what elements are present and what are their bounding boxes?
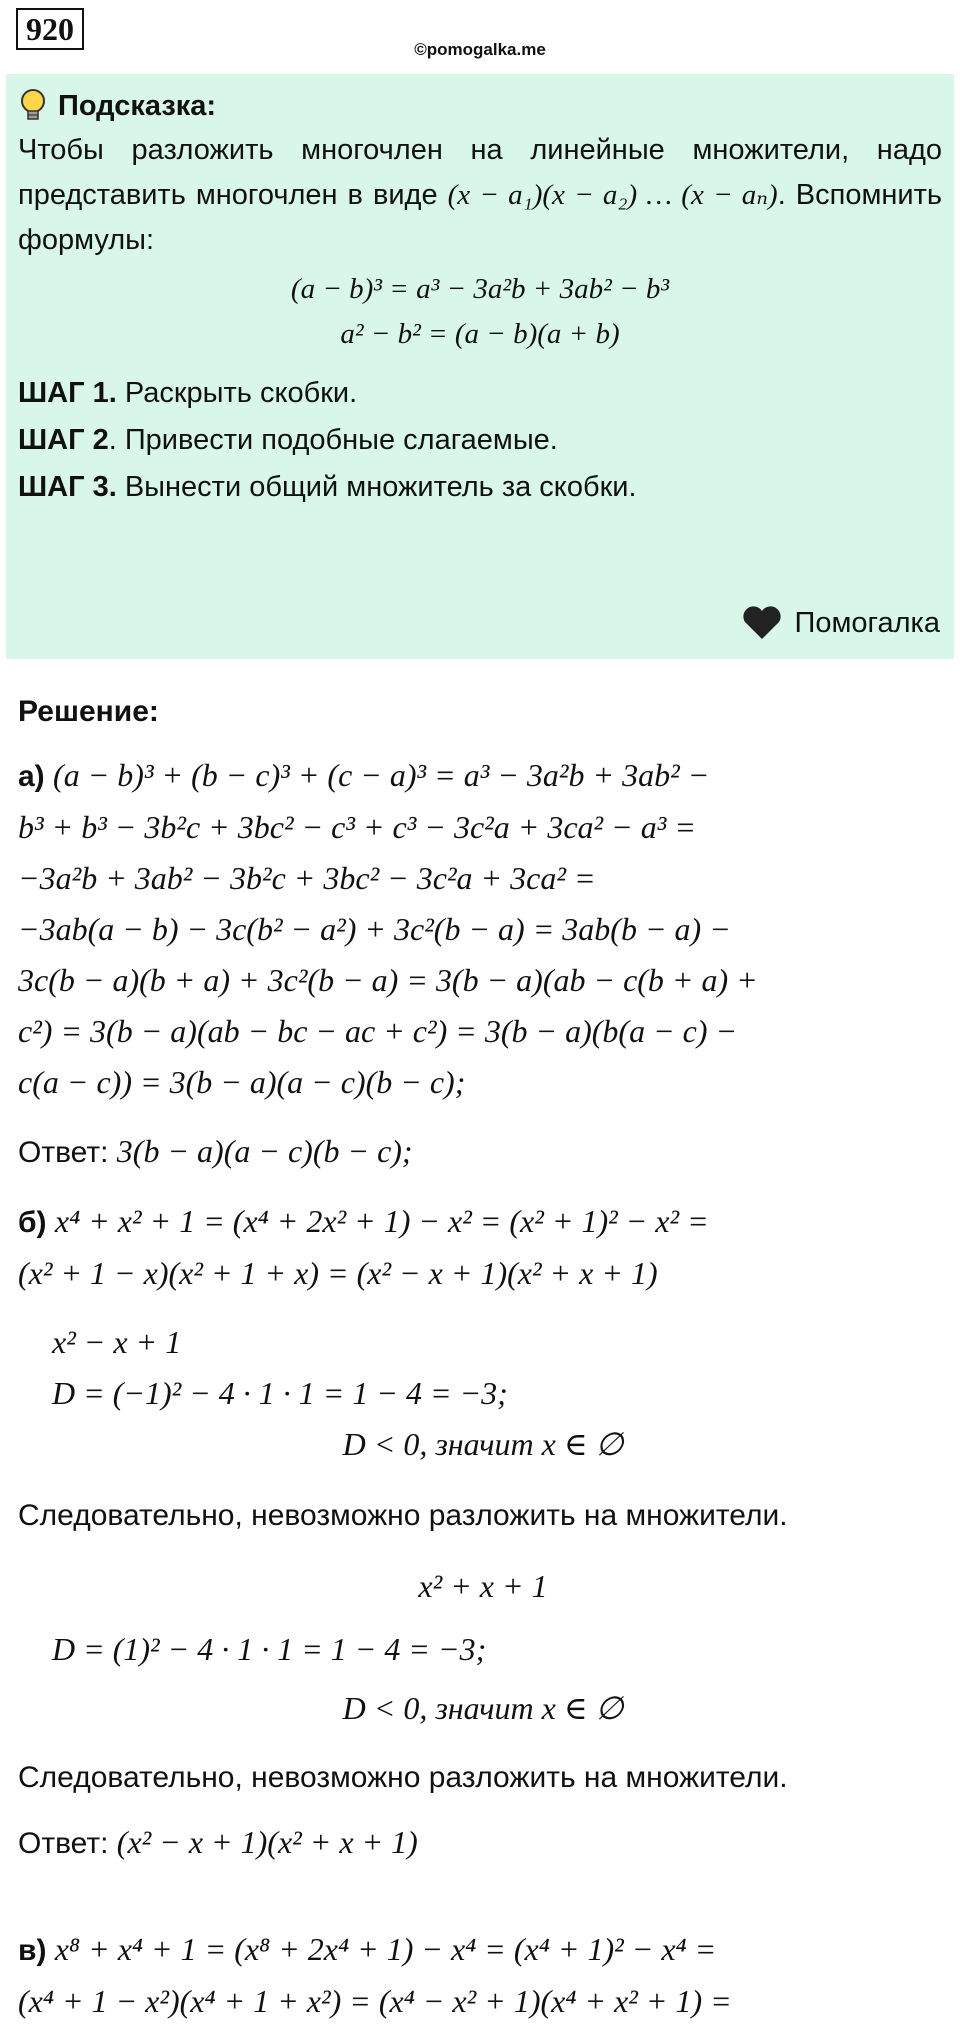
answer-label: Ответ: bbox=[18, 1136, 109, 1169]
math-line: c(a − c)) = 3(b − a)(a − c)(b − c); bbox=[18, 1064, 466, 1100]
hint-step-3 bbox=[18, 465, 942, 510]
brand-name: Помогалка bbox=[794, 606, 940, 639]
discriminant: D = (−1)² − 4 · 1 · 1 = 1 − 4 = −3; bbox=[52, 1375, 508, 1411]
hint-title: Подсказка: bbox=[58, 89, 217, 122]
math-line: (x² + 1 − x)(x² + 1 + x) = (x² − x + 1)(x² + x + 1) bbox=[18, 1255, 658, 1291]
answer-value: (x² − x + 1)(x² + x + 1) bbox=[116, 1824, 418, 1860]
step-label: ШАГ 1. bbox=[18, 377, 117, 409]
math-line: b³ + b³ − 3b²c + 3bc² − c³ + c³ − 3c²a + 3ca² − a³ = bbox=[18, 809, 696, 845]
solution-heading: Решение: bbox=[18, 695, 159, 728]
part-c bbox=[18, 1924, 948, 2027]
heart-icon bbox=[741, 605, 783, 641]
explanation-text: Следовательно, невозможно разложить на множители. bbox=[18, 1499, 788, 1532]
watermark: ©pomogalka.me bbox=[414, 40, 546, 59]
math-line: x⁸ + x⁴ + 1 = (x⁸ + 2x⁴ + 1) − x⁴ = (x⁴ + 1)² − x⁴ = bbox=[54, 1931, 717, 1967]
math-line: (a − b)³ + (b − c)³ + (c − a)³ = a³ − 3a²b + 3ab² − bbox=[53, 757, 710, 793]
trinomial: x² − x + 1 bbox=[52, 1324, 182, 1360]
part-label: в) bbox=[18, 1934, 47, 1967]
trinomial: x² + x + 1 bbox=[418, 1568, 548, 1604]
part-label: б) bbox=[18, 1206, 47, 1239]
part-a-answer bbox=[18, 1126, 948, 1178]
formula-square-difference: a² − b² = (a − b)(a + b) bbox=[340, 318, 620, 350]
part-label: а) bbox=[18, 760, 45, 793]
hint-intro-text-end: . Вспомнить формулы: bbox=[18, 179, 943, 256]
answer-label: Ответ: bbox=[18, 1827, 109, 1860]
hint-box bbox=[6, 74, 954, 659]
math-line: −3a²b + 3ab² − 3b²c + 3bc² − 3c²a + 3ca² = bbox=[18, 860, 596, 896]
exercise-number: 920 bbox=[16, 8, 84, 50]
hint-intro-text: Чтобы разложить многочлен на линейные множители, надо представить многочлен в виде bbox=[18, 134, 942, 211]
step-text: Раскрыть скобки. bbox=[124, 377, 358, 409]
conclusion: D < 0, значит x ∈ ∅ bbox=[342, 1426, 624, 1462]
hint-step-2 bbox=[18, 418, 942, 463]
hint-header bbox=[18, 84, 942, 128]
math-line: 3c(b − a)(b + a) + 3c²(b − a) = 3(b − a)(ab − c(b + a) + bbox=[18, 962, 758, 998]
hint-intro bbox=[18, 128, 942, 263]
step-text: Вынести общий множитель за скобки. bbox=[124, 471, 637, 503]
brand-signature bbox=[741, 605, 940, 641]
math-line: −3ab(a − b) − 3c(b² − a²) + 3c²(b − a) = 3ab(b − a) − bbox=[18, 911, 731, 947]
answer-value: 3(b − a)(a − c)(b − c); bbox=[116, 1133, 413, 1169]
formula-cube-difference: (a − b)³ = a³ − 3a²b + 3ab² − b³ bbox=[290, 273, 670, 305]
lightbulb-icon bbox=[18, 88, 48, 124]
explanation-text: Следовательно, невозможно разложить на множители. bbox=[18, 1761, 788, 1794]
discriminant: D = (1)² − 4 · 1 · 1 = 1 − 4 = −3; bbox=[52, 1631, 487, 1667]
hint-step-1 bbox=[18, 371, 942, 416]
hint-intro-formula: (x − a₁)(x − a₂) … (x − aₙ) bbox=[447, 179, 778, 211]
math-line: x⁴ + x² + 1 = (x⁴ + 2x² + 1) − x² = (x² + 1)² − x² = bbox=[54, 1203, 709, 1239]
step-label: ШАГ 2 bbox=[18, 424, 109, 456]
conclusion: D < 0, значит x ∈ ∅ bbox=[342, 1690, 624, 1726]
step-text: . Привести подобные слагаемые. bbox=[108, 424, 558, 456]
math-line: c²) = 3(b − a)(ab − bc − ac + c²) = 3(b − a)(b(a − c) − bbox=[18, 1013, 738, 1049]
part-b bbox=[18, 1196, 948, 1869]
part-a bbox=[18, 750, 948, 1108]
math-line: (x⁴ + 1 − x²)(x⁴ + 1 + x²) = (x⁴ − x² + 1)(x⁴ + x² + 1) = bbox=[18, 1983, 732, 2019]
step-label: ШАГ 3. bbox=[18, 471, 117, 503]
